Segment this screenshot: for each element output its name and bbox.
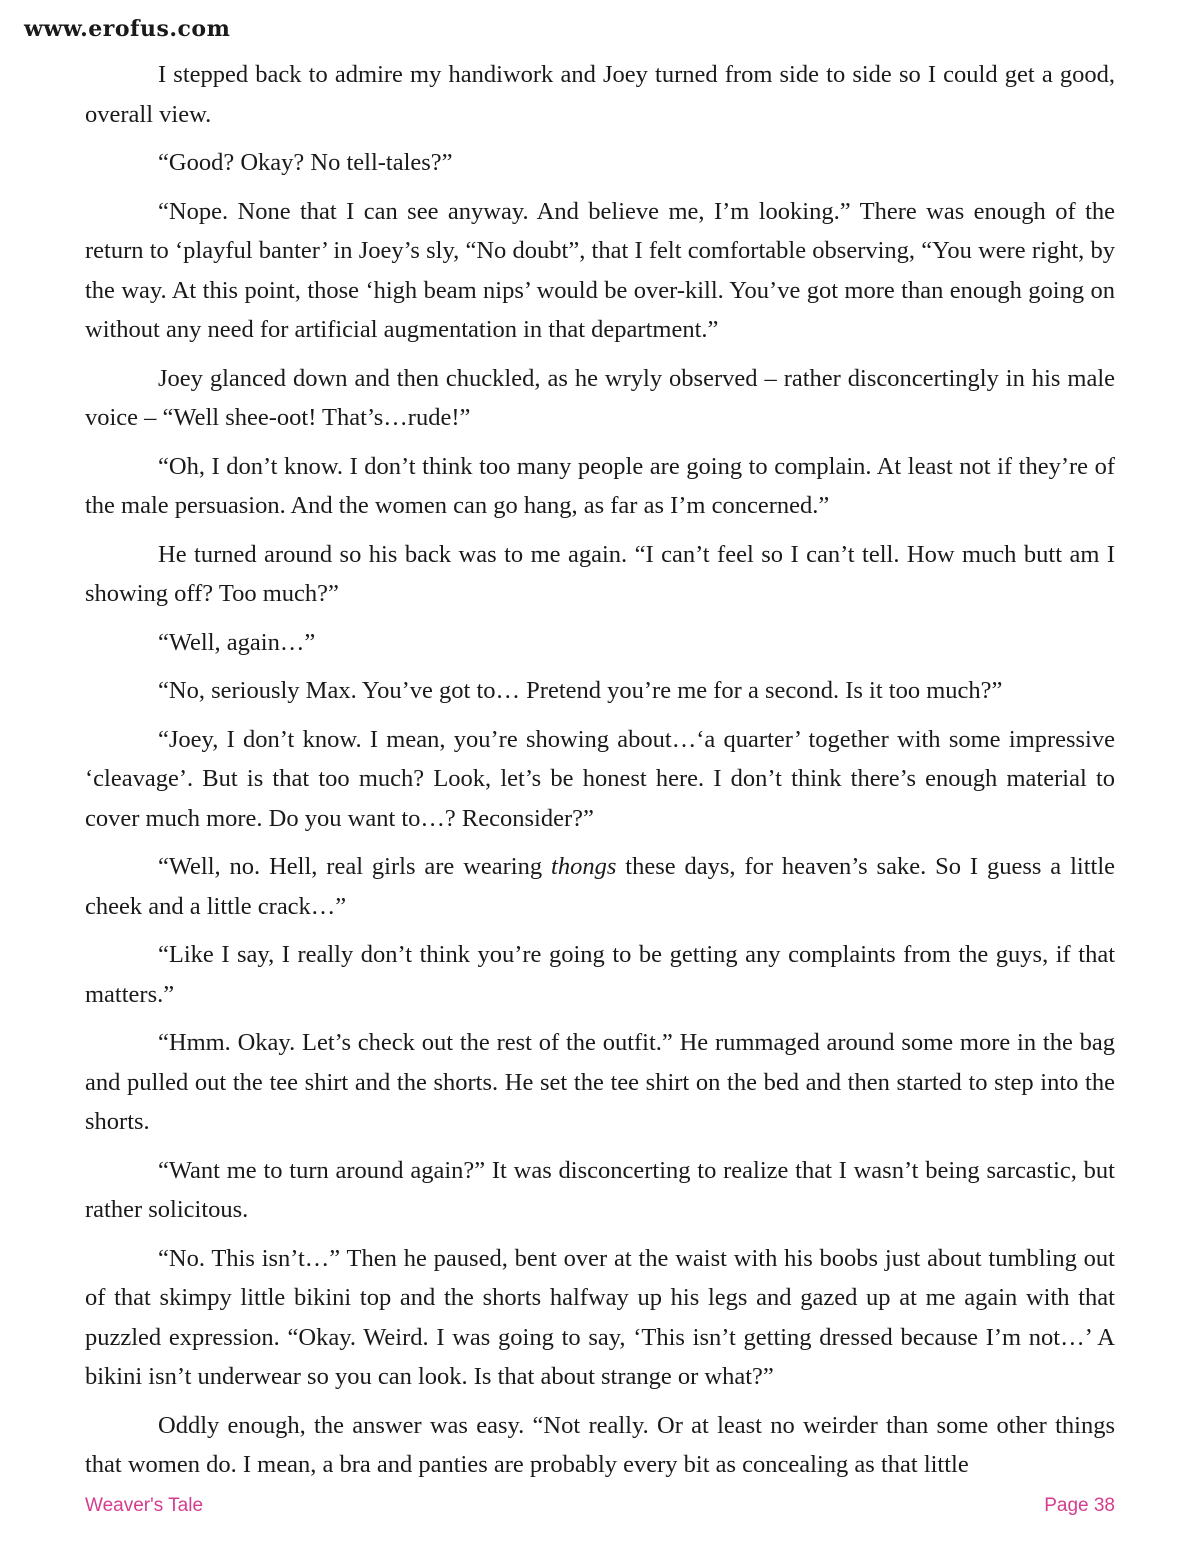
paragraph: Oddly enough, the answer was easy. “Not really. Or at least no weirder than some other things that women do. I mean, a bra and panties are probably every bit as concealing as that little	[85, 1411, 1115, 1478]
page-number: Page 38	[1044, 1495, 1115, 1516]
paragraph: “No, seriously Max. You’ve got to… Pretend you’re me for a second. Is it too much?”	[158, 677, 1003, 704]
page-body-text	[85, 55, 1115, 1494]
paragraph: “Nope. None that I can see anyway. And believe me, I’m looking.” There was enough of the return to ‘playful banter’ in Joey’s sly, “No doubt”, that I felt comfortable observing, “You were right, by the way. At this point, those ‘high beam nips’ would be over-kill. You’ve got more than enough going on without any need for artificial augmentation in that department.”	[85, 197, 1115, 343]
paragraph: “Hmm. Okay. Let’s check out the rest of the outfit.” He rummaged around some more in the bag and pulled out the tee shirt and the shorts. He set the tee shirt on the bed and then started to step into the shorts.	[85, 1029, 1115, 1135]
paragraph: “Joey, I don’t know. I mean, you’re showing about…‘a quarter’ together with some impressive ‘cleavage’. But is that too much? Look, let’s be honest here. I don’t think there’s enough material to cover much more. Do you want to…? Reconsider?”	[85, 725, 1115, 832]
paragraph: “No. This isn’t…” Then he paused, bent over at the waist with his boobs just about tumbling out of that skimpy little bikini top and the shorts halfway up his legs and gazed up at me again with that puzzled expression. “Okay. Weird. I was going to say, ‘This isn’t getting dressed because I’m not…’ A bikini isn’t underwear so you can look. Is that about strange or what?”	[85, 1244, 1115, 1390]
paragraph: Joey glanced down and then chuckled, as he wryly observed – rather disconcertingly in his male voice – “Well shee-oot! That’s…rude!”	[85, 364, 1115, 431]
site-watermark: www.erofus.com	[24, 16, 231, 42]
paragraph: I stepped back to admire my handiwork and Joey turned from side to side so I could get a good, overall view.	[85, 61, 1115, 128]
paragraph: “Want me to turn around again?” It was disconcerting to realize that I wasn’t being sarcastic, but rather solicitous.	[85, 1156, 1115, 1223]
paragraph: “Good? Okay? No tell-tales?”	[158, 149, 453, 176]
paragraph: “Well, again…”	[158, 628, 316, 656]
paragraph: He turned around so his back was to me again. “I can’t feel so I can’t tell. How much butt am I showing off? Too much?”	[85, 540, 1115, 607]
paragraph: “Well, no. Hell, real girls are wearing thongs these days, for heaven’s sake. So I guess a little cheek and a little crack…”	[85, 853, 1115, 920]
paragraph: “Oh, I don’t know. I don’t think too many people are going to complain. At least not if they’re of the male persuasion. And the women can go hang, as far as I’m concerned.”	[85, 452, 1115, 519]
paragraph: “Like I say, I really don’t think you’re going to be getting any complaints from the guys, if that matters.”	[85, 941, 1115, 1008]
book-title: Weaver's Tale	[85, 1495, 204, 1516]
emphasis: thongs	[551, 853, 617, 880]
